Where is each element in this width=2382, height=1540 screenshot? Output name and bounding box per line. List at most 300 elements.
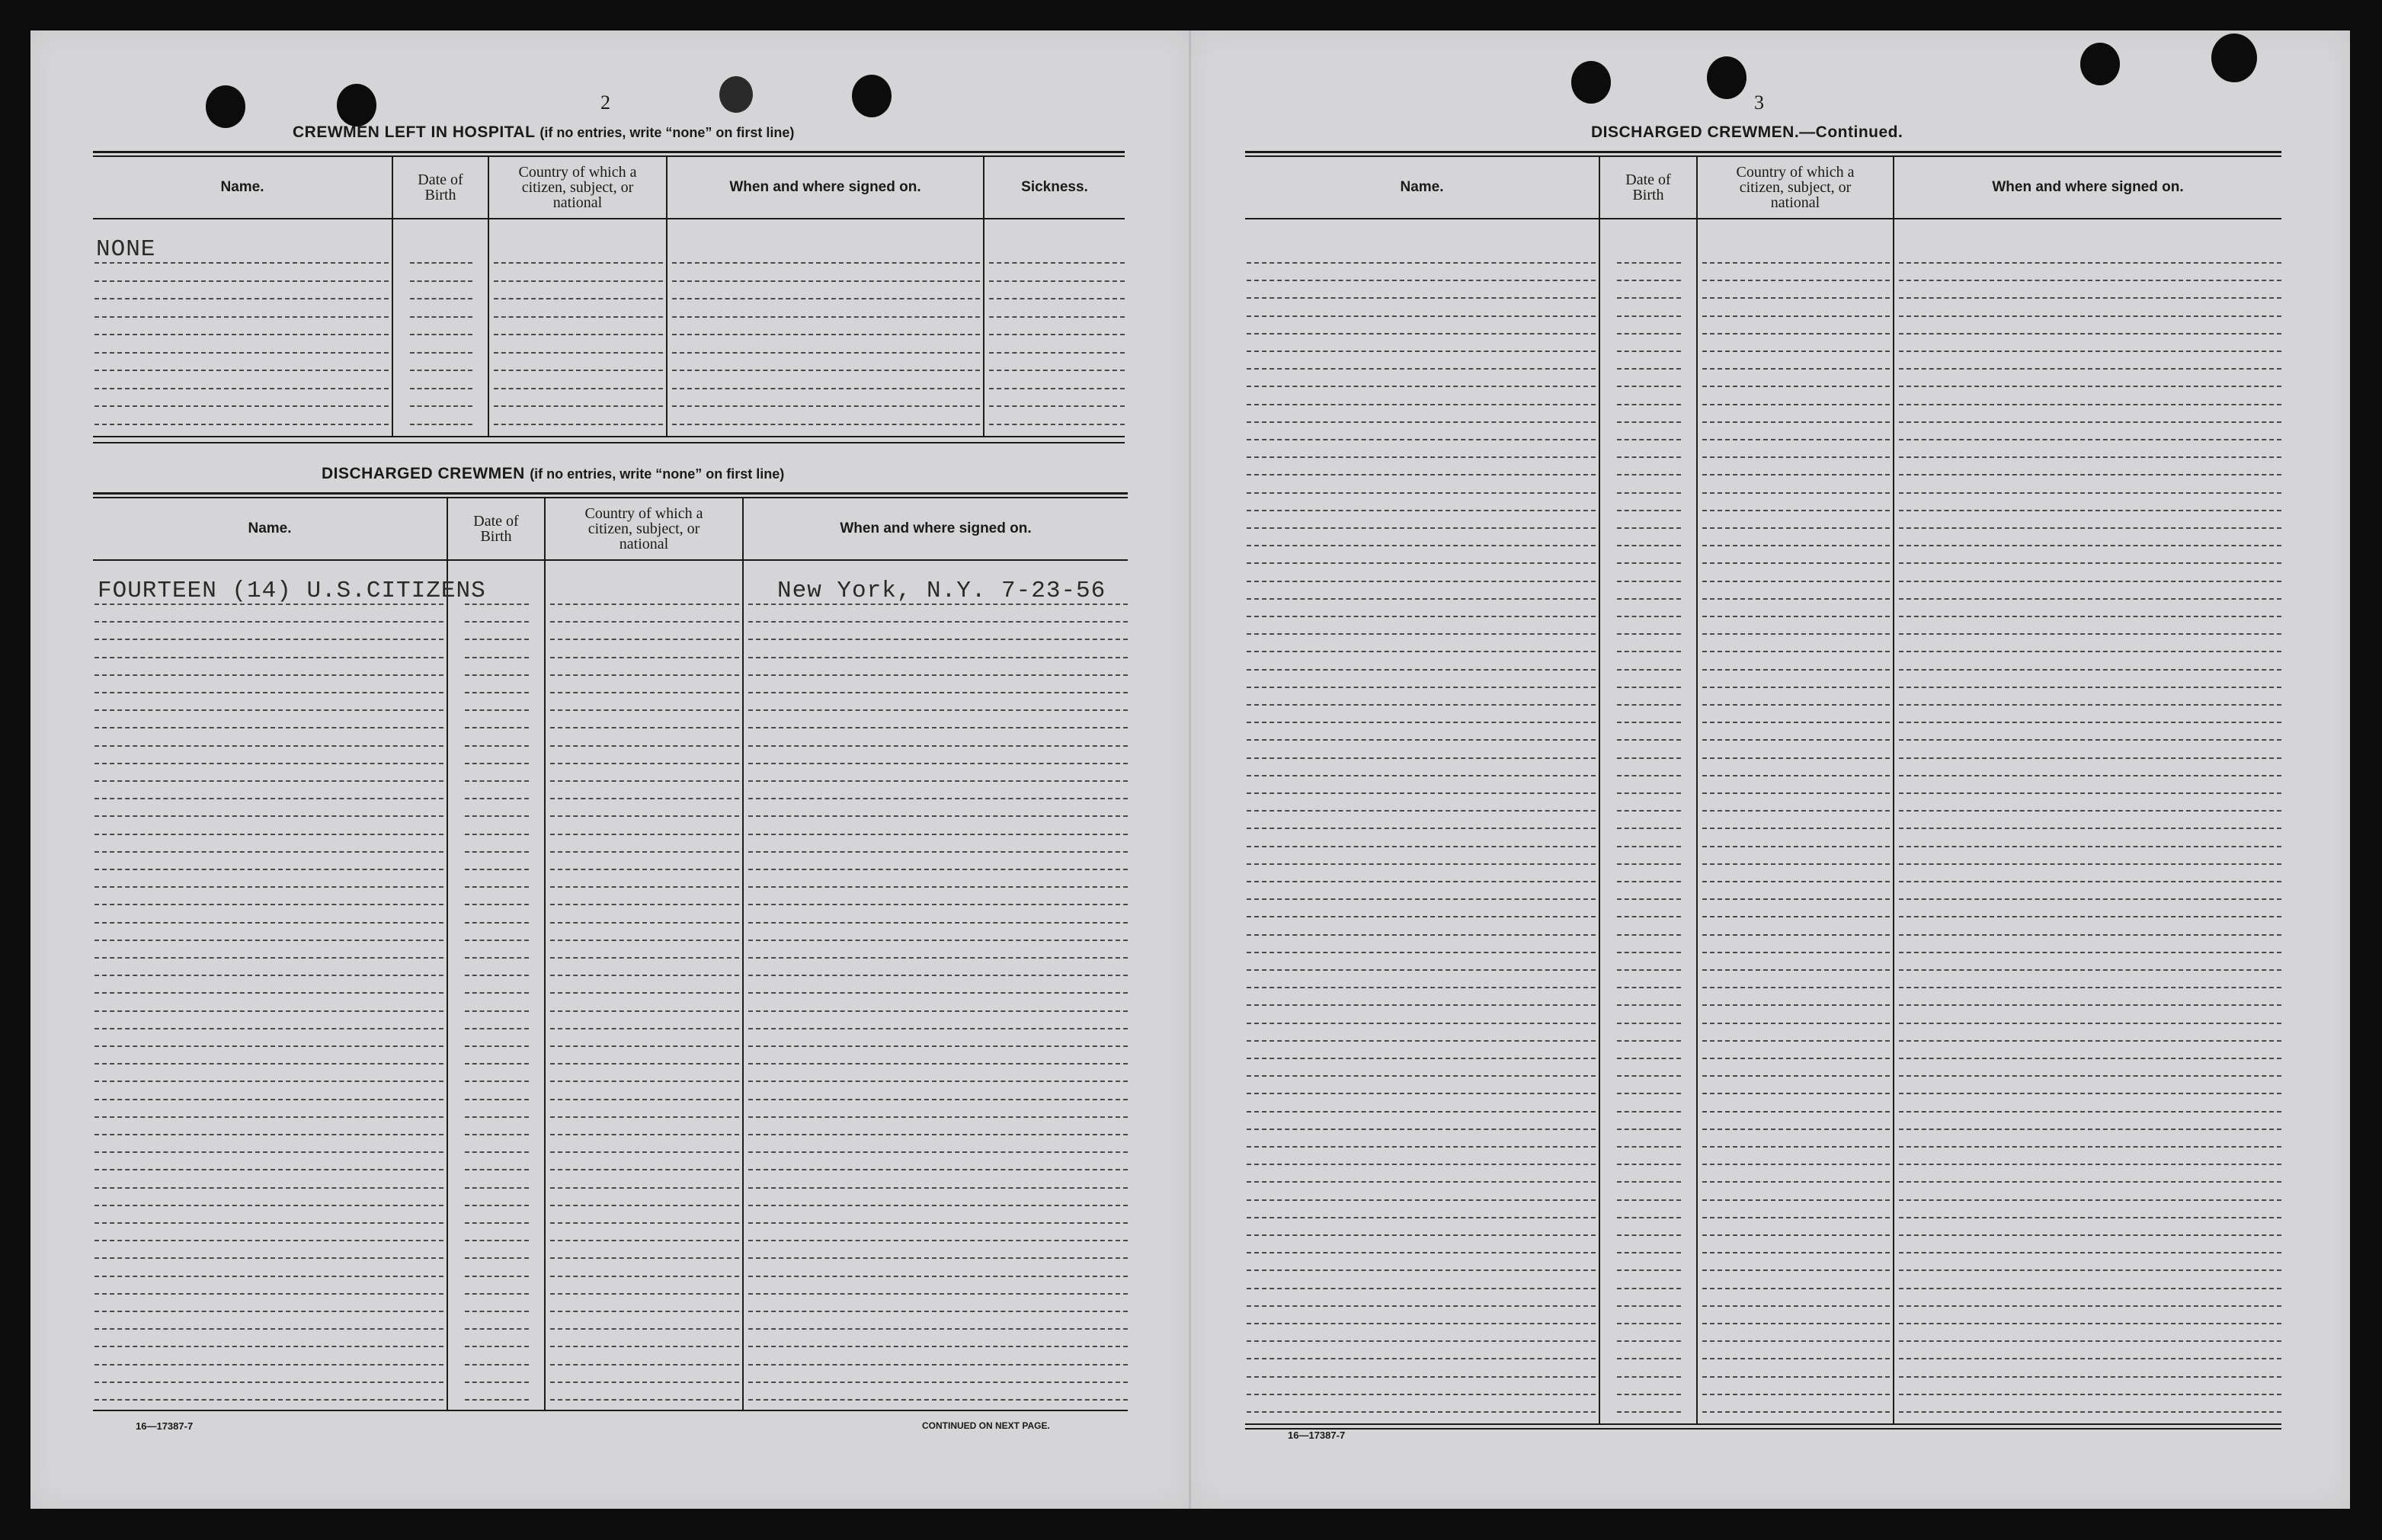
ruling-line [465, 621, 529, 623]
ruling-line [494, 352, 663, 354]
hospital-section-title [293, 123, 794, 142]
ruling-line [1617, 386, 1681, 387]
ruling-line [1899, 916, 2281, 917]
ruling-line [1702, 722, 1890, 723]
ruling-line [1899, 351, 2281, 352]
ruling-line [1899, 1075, 2281, 1077]
ruling-line [1702, 1093, 1890, 1094]
ruling-line [465, 957, 529, 959]
ruling-line [748, 709, 1128, 711]
ruling-line [94, 388, 389, 389]
ruling-line [989, 280, 1125, 282]
ruling-line [1247, 916, 1596, 917]
ruling-line [1899, 315, 2281, 317]
ruling-line [465, 1364, 529, 1366]
ruling-line [1702, 297, 1890, 299]
ruling-line [1617, 421, 1681, 423]
ruling-line [1617, 1075, 1681, 1077]
ruling-line [748, 1399, 1128, 1401]
ruling-line [748, 1276, 1128, 1277]
ruling-line [748, 798, 1128, 799]
ruling-line [1247, 1234, 1596, 1236]
ruling-line [1617, 934, 1681, 936]
ruling-line [1617, 510, 1681, 511]
ruling-line [672, 405, 980, 407]
ruling-line [1247, 846, 1596, 847]
ruling-line [465, 1311, 529, 1312]
ruling-line [94, 851, 443, 853]
hospital-title-text: CREWMEN LEFT IN HOSPITAL [293, 123, 536, 141]
ruling-line [94, 1240, 443, 1241]
ruling-line [1899, 386, 2281, 387]
ruling-line [1899, 792, 2281, 794]
ruling-line [1702, 1269, 1890, 1271]
ruling-line [1247, 881, 1596, 882]
ruling-line [410, 280, 472, 282]
ruling-line [1247, 1146, 1596, 1148]
ruling-line [1617, 1394, 1681, 1395]
ruling-line [748, 815, 1128, 817]
ruling-line [1247, 616, 1596, 617]
discharged-section-title [322, 465, 784, 483]
ruling-line [1617, 351, 1681, 352]
ruling-line [1247, 1376, 1596, 1378]
ruling-line [1247, 1093, 1596, 1094]
ruling-line [465, 1293, 529, 1295]
discharged-title-text: DISCHARGED CREWMEN [322, 465, 525, 482]
ruling-line [1247, 527, 1596, 529]
ruling-line [1247, 1040, 1596, 1042]
ruling-line [1247, 297, 1596, 299]
ruling-line [94, 1328, 443, 1330]
ruling-line [1702, 1181, 1890, 1183]
ruling-line [1899, 1305, 2281, 1307]
ruling-line [1247, 792, 1596, 794]
ruling-line [465, 922, 529, 924]
ruling-line [1702, 1217, 1890, 1218]
ruling-line [1617, 1093, 1681, 1094]
ruling-line [94, 692, 443, 693]
form-number: 16—17387-7 [1288, 1430, 1346, 1441]
ruling-line [465, 1240, 529, 1241]
ruling-line [748, 886, 1128, 888]
ruling-line [465, 1063, 529, 1065]
discharged-entry-name: FOURTEEN (14) U.S.CITIZENS [98, 578, 486, 604]
ruling-line [1247, 863, 1596, 865]
ruling-line [94, 1222, 443, 1224]
right-section-title: DISCHARGED CREWMEN.—Continued. [1591, 123, 1903, 141]
ruling-line [748, 639, 1128, 640]
ruling-line [465, 674, 529, 676]
punch-hole [719, 76, 753, 113]
ruling-line [1899, 1146, 2281, 1148]
ruling-line [1702, 527, 1890, 529]
ruling-line [1617, 810, 1681, 812]
ruling-line [1617, 1040, 1681, 1042]
ruling-line [1702, 1040, 1890, 1042]
ruling-line [550, 1346, 739, 1347]
ruling-line [550, 904, 739, 905]
ruling-line [94, 1134, 443, 1135]
ruling-line [1247, 351, 1596, 352]
ruling-line [550, 1116, 739, 1118]
ruling-line [1899, 863, 2281, 865]
ruling-line [1617, 739, 1681, 741]
ruling-line [1247, 757, 1596, 759]
ruling-line [465, 1382, 529, 1383]
ruling-line [550, 1028, 739, 1029]
ruling-line [550, 1311, 739, 1312]
ruling-line [550, 1045, 739, 1047]
ruling-line [1247, 280, 1596, 281]
ruling-line [1247, 510, 1596, 511]
ruling-line [1899, 1234, 2281, 1236]
ruling-line [1899, 581, 2281, 582]
ruling-line [94, 1293, 443, 1295]
ruling-line [550, 1010, 739, 1012]
ruling-line [1617, 1323, 1681, 1324]
ruling-line [1702, 456, 1890, 458]
ruling-line [1899, 846, 2281, 847]
punch-hole [1571, 61, 1611, 104]
ruling-line [550, 1169, 739, 1170]
column-header-country: Country of which a citizen, subject, or national [518, 164, 637, 211]
ruling-line [1617, 898, 1681, 900]
ruling-line [748, 1346, 1128, 1347]
discharged-table [93, 492, 1128, 1414]
ruling-line [410, 298, 472, 299]
ruling-line [550, 1293, 739, 1295]
ruling-line [1247, 368, 1596, 370]
ruling-line [1617, 987, 1681, 988]
ruling-line [1617, 1305, 1681, 1307]
ruling-line [494, 262, 663, 264]
ruling-line [1702, 1058, 1890, 1059]
ruling-line [1702, 739, 1890, 741]
ruling-line [748, 1169, 1128, 1170]
ruling-line [1617, 1129, 1681, 1130]
ruling-line [1899, 1111, 2281, 1113]
ruling-line [1702, 616, 1890, 617]
ruling-line [465, 1257, 529, 1259]
ruling-line [1617, 333, 1681, 335]
ruling-line [748, 1134, 1128, 1135]
ruling-line [94, 1311, 443, 1312]
ruling-line [1702, 545, 1890, 546]
ruling-line [1247, 739, 1596, 741]
ruling-line [550, 851, 739, 853]
ruling-line [1899, 280, 2281, 281]
ruling-line [465, 1187, 529, 1189]
ruling-line [1899, 562, 2281, 564]
ruling-line [94, 280, 389, 282]
ruling-line [1899, 704, 2281, 706]
ruling-line [550, 763, 739, 764]
ruling-line [550, 940, 739, 941]
page-number: 2 [600, 91, 610, 114]
ruling-line [94, 1151, 443, 1153]
ruling-line [1247, 1358, 1596, 1359]
ruling-line [410, 405, 472, 407]
ruling-line [494, 334, 663, 335]
ruling-line [94, 1276, 443, 1277]
ruling-line [1899, 1394, 2281, 1395]
ruling-line [465, 834, 529, 835]
ruling-line [494, 388, 663, 389]
ruling-line [94, 727, 443, 728]
ruling-line [1899, 1093, 2281, 1094]
ruling-line [1247, 1111, 1596, 1113]
ruling-line [465, 604, 529, 605]
ruling-line [1247, 545, 1596, 546]
ruling-line [748, 1116, 1128, 1118]
ruling-line [1617, 439, 1681, 440]
ruling-line [94, 1099, 443, 1100]
ruling-line [748, 1222, 1128, 1224]
ruling-line [748, 869, 1128, 870]
ruling-line [1247, 1288, 1596, 1289]
ruling-line [1617, 1340, 1681, 1342]
ruling-line [989, 388, 1125, 389]
ruling-line [94, 709, 443, 711]
ruling-line [1899, 828, 2281, 829]
ruling-line [1247, 262, 1596, 264]
ruling-line [1617, 404, 1681, 405]
ruling-line [1617, 881, 1681, 882]
ruling-line [1702, 633, 1890, 635]
ruling-line [672, 424, 980, 425]
column-header-date-of-birth: Date of Birth [473, 513, 519, 545]
ruling-line [465, 639, 529, 640]
ruling-line [1247, 828, 1596, 829]
ruling-line [1702, 581, 1890, 582]
ruling-line [465, 1169, 529, 1170]
ruling-line [94, 1116, 443, 1118]
ruling-line [1702, 280, 1890, 281]
ruling-line [1899, 598, 2281, 600]
ruling-line [1899, 633, 2281, 635]
ruling-line [1247, 404, 1596, 405]
ruling-line [1702, 757, 1890, 759]
ruling-line [1247, 952, 1596, 953]
ruling-line [1617, 456, 1681, 458]
ruling-line [748, 1151, 1128, 1153]
ruling-line [748, 992, 1128, 994]
column-header-signed-on: When and where signed on. [1992, 179, 2184, 195]
ruling-line [94, 1382, 443, 1383]
ruling-line [1617, 916, 1681, 917]
ruling-line [989, 405, 1125, 407]
ruling-line [1702, 881, 1890, 882]
ruling-line [94, 780, 443, 782]
ruling-line [1617, 262, 1681, 264]
ruling-line [748, 780, 1128, 782]
ruling-line [94, 1028, 443, 1029]
column-header-country: Country of which a citizen, subject, or national [584, 505, 703, 552]
ruling-line [748, 940, 1128, 941]
ruling-line [1702, 1358, 1890, 1359]
ruling-line [1247, 1217, 1596, 1218]
punch-hole [2211, 34, 2257, 82]
ruling-line [494, 424, 663, 425]
ruling-line [1899, 404, 2281, 405]
ruling-line [748, 727, 1128, 728]
ruling-line [672, 298, 980, 299]
discharged-instruction: (if no entries, write “none” on first line) [530, 466, 785, 482]
ruling-line [1247, 1058, 1596, 1059]
ruling-line [1899, 1181, 2281, 1183]
ruling-line [1899, 1217, 2281, 1218]
hospital-entry-name: NONE [96, 236, 156, 263]
ruling-line [1617, 315, 1681, 317]
ruling-line [1247, 775, 1596, 776]
ruling-line [1617, 1111, 1681, 1113]
ruling-line [550, 1205, 739, 1206]
ruling-line [1702, 1199, 1890, 1201]
ruling-line [550, 1151, 739, 1153]
ruling-line [410, 334, 472, 335]
ruling-line [94, 1257, 443, 1259]
ruling-line [1899, 616, 2281, 617]
ruling-line [550, 780, 739, 782]
ruling-line [1247, 333, 1596, 335]
ruling-line [94, 763, 443, 764]
ruling-line [989, 262, 1125, 264]
ruling-line [1247, 315, 1596, 317]
ruling-line [748, 674, 1128, 676]
ruling-line [465, 851, 529, 853]
ruling-line [1899, 969, 2281, 971]
ruling-line [465, 1151, 529, 1153]
ruling-line [748, 604, 1128, 605]
ruling-line [1247, 581, 1596, 582]
ruling-line [748, 621, 1128, 623]
ruling-line [1899, 1023, 2281, 1024]
ruling-line [465, 815, 529, 817]
ruling-line [1899, 722, 2281, 723]
ruling-line [550, 1364, 739, 1366]
ruling-line [748, 1081, 1128, 1082]
ruling-line [672, 280, 980, 282]
ruling-line [1617, 562, 1681, 564]
ruling-line [550, 1240, 739, 1241]
ruling-line [1899, 492, 2281, 494]
ruling-line [1247, 810, 1596, 812]
ruling-line [550, 745, 739, 747]
form-number: 16—17387-7 [136, 1420, 194, 1432]
ruling-line [1617, 669, 1681, 671]
hospital-table [93, 151, 1125, 440]
ruling-line [1899, 474, 2281, 475]
ruling-line [1899, 1164, 2281, 1165]
ruling-line [94, 1045, 443, 1047]
ruling-line [1702, 863, 1890, 865]
ruling-line [1617, 1288, 1681, 1289]
ruling-line [1247, 1004, 1596, 1006]
ruling-line [1617, 581, 1681, 582]
ruling-line [1899, 1323, 2281, 1324]
page-fold [1189, 30, 1191, 1509]
ruling-line [1899, 510, 2281, 511]
ruling-line [1702, 704, 1890, 706]
ruling-line [1702, 1004, 1890, 1006]
ruling-line [465, 727, 529, 728]
ruling-line [1899, 545, 2281, 546]
ruling-line [989, 352, 1125, 354]
column-header-sickness: Sickness. [1021, 179, 1088, 195]
ruling-line [550, 1276, 739, 1277]
ruling-line [1899, 1058, 2281, 1059]
ruling-line [1247, 987, 1596, 988]
ruling-line [1702, 1234, 1890, 1236]
ruling-line [550, 992, 739, 994]
ruling-line [550, 674, 739, 676]
ruling-line [1899, 1269, 2281, 1271]
ruling-line [1899, 687, 2281, 688]
ruling-line [1702, 1164, 1890, 1165]
ruling-line [94, 370, 389, 371]
ruling-line [1247, 969, 1596, 971]
ruling-line [94, 904, 443, 905]
ruling-line [1702, 669, 1890, 671]
ruling-line [1247, 1129, 1596, 1130]
ruling-line [1702, 492, 1890, 494]
ruling-line [1702, 1023, 1890, 1024]
ruling-line [1899, 262, 2281, 264]
ruling-line [94, 352, 389, 354]
ruling-line [1702, 1323, 1890, 1324]
page-number: 3 [1754, 91, 1764, 114]
ruling-line [1247, 492, 1596, 494]
ruling-line [465, 1205, 529, 1206]
ruling-line [989, 298, 1125, 299]
ruling-line [1617, 863, 1681, 865]
ruling-line [550, 604, 739, 605]
ruling-line [465, 692, 529, 693]
ruling-line [410, 352, 472, 354]
ruling-line [1899, 421, 2281, 423]
ruling-line [748, 1045, 1128, 1047]
ruling-line [1247, 687, 1596, 688]
ruling-line [465, 1099, 529, 1100]
ruling-line [1247, 1075, 1596, 1077]
ruling-line [1247, 651, 1596, 652]
ruling-line [410, 424, 472, 425]
ruling-line [1702, 598, 1890, 600]
ruling-line [94, 334, 389, 335]
ruling-line [465, 1116, 529, 1118]
ruling-line [94, 1081, 443, 1082]
ruling-line [748, 834, 1128, 835]
ruling-line [94, 1187, 443, 1189]
ruling-line [550, 1187, 739, 1189]
ruling-line [1617, 1252, 1681, 1253]
ruling-line [94, 798, 443, 799]
ruling-line [1702, 687, 1890, 688]
ruling-line [1702, 1376, 1890, 1378]
ruling-line [550, 1222, 739, 1224]
ruling-line [1247, 1411, 1596, 1413]
ruling-line [1247, 1252, 1596, 1253]
ruling-line [748, 1364, 1128, 1366]
column-header-date-of-birth: Date of Birth [1625, 171, 1671, 203]
column-header-name: Name. [1400, 179, 1444, 195]
ruling-line [94, 405, 389, 407]
ruling-line [550, 1328, 739, 1330]
ruling-line [1899, 775, 2281, 776]
discharged-entry-signed-on: New York, N.Y. 7-23-56 [777, 578, 1106, 604]
continued-note: CONTINUED ON NEXT PAGE. [922, 1420, 1050, 1431]
